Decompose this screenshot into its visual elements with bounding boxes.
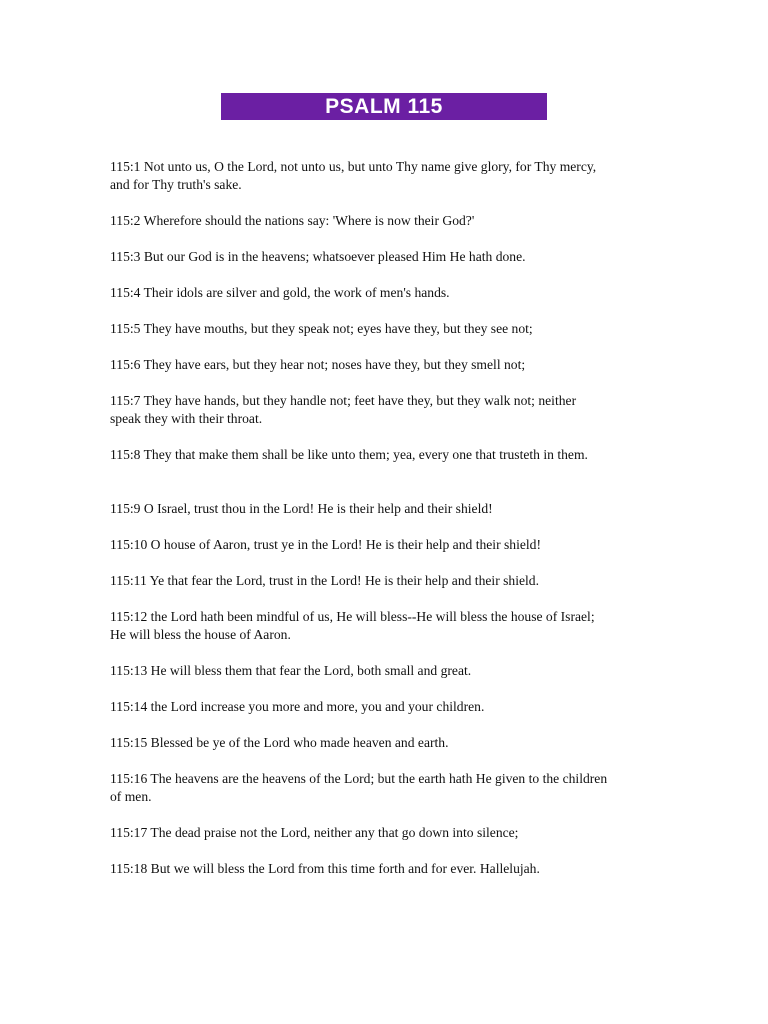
verse-7: 115:7 They have hands, but they handle not; feet have they, but they walk not; neither speak they with their throat.: [110, 393, 577, 426]
verse-2: 115:2 Wherefore should the nations say: 'Where is now their God?': [110, 213, 475, 228]
verse-1: 115:1 Not unto us, O the Lord, not unto us, but unto Thy name give glory, for Thy mercy, and for Thy truth's sake.: [110, 159, 597, 192]
verse-15: 115:15 Blessed be ye of the Lord who made heaven and earth.: [110, 735, 449, 750]
page-title: PSALM 115: [325, 95, 443, 118]
verse-16: 115:16 The heavens are the heavens of the Lord; but the earth hath He given to the children of men.: [110, 771, 608, 804]
verse-10: 115:10 O house of Aaron, trust ye in the Lord! He is their help and their shield!: [110, 537, 542, 552]
verse-6: 115:6 They have ears, but they hear not; noses have they, but they smell not;: [110, 357, 526, 372]
verse-13: 115:13 He will bless them that fear the Lord, both small and great.: [110, 663, 472, 678]
verse-8: 115:8 They that make them shall be like unto them; yea, every one that trusteth in them.: [110, 447, 588, 462]
verse-5: 115:5 They have mouths, but they speak not; eyes have they, but they see not;: [110, 321, 533, 336]
verse-17: 115:17 The dead praise not the Lord, neither any that go down into silence;: [110, 825, 519, 840]
title-banner: [221, 93, 547, 120]
verse-18: 115:18 But we will bless the Lord from this time forth and for ever. Hallelujah.: [110, 861, 540, 876]
verse-3: 115:3 But our God is in the heavens; whatsoever pleased Him He hath done.: [110, 249, 526, 264]
verse-11: 115:11 Ye that fear the Lord, trust in the Lord! He is their help and their shield.: [110, 573, 539, 588]
verse-4: 115:4 Their idols are silver and gold, the work of men's hands.: [110, 285, 450, 300]
verse-14: 115:14 the Lord increase you more and more, you and your children.: [110, 699, 485, 714]
verse-12: 115:12 the Lord hath been mindful of us, He will bless--He will bless the house of Israel; He will bless the house of Aaron.: [110, 609, 595, 642]
verse-9: 115:9 O Israel, trust thou in the Lord! He is their help and their shield!: [110, 501, 493, 516]
